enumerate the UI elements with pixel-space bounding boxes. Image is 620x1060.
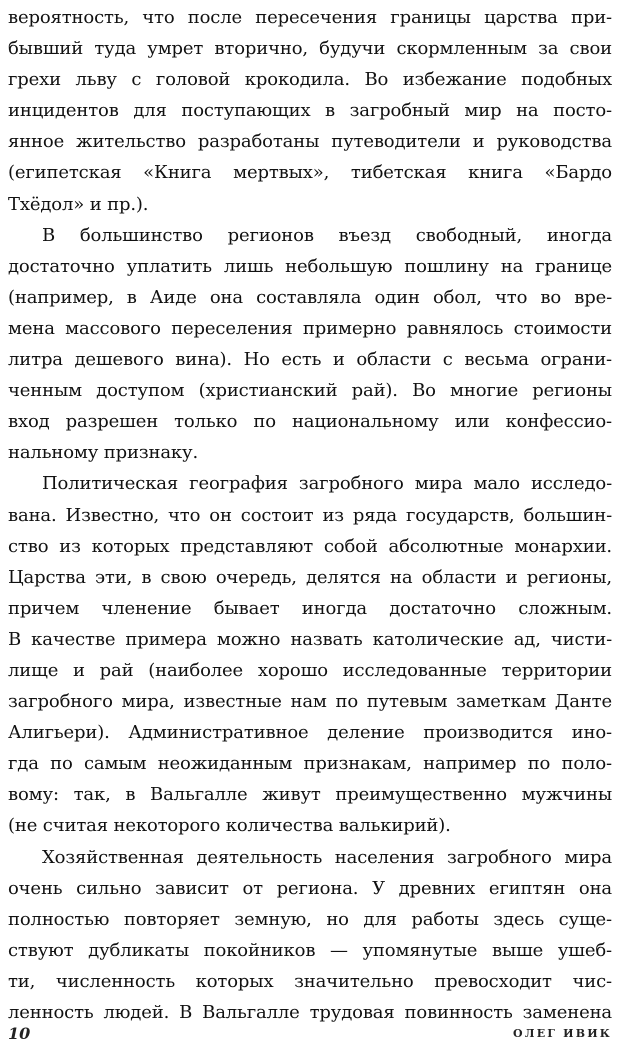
text-line: вому: так, в Вальгалле живут преимущественно мужчины [8, 784, 612, 806]
text-line: янное жительство разработаны путеводители и руководства [8, 131, 612, 153]
text-line: литра дешевого вина). Но есть и области с весьма ограни- [8, 349, 612, 371]
text-line: Политическая география загробного мира мало исследо- [42, 473, 612, 495]
text-line: ствуют дубликаты покойников — упомянутые выше ушеб- [8, 939, 612, 961]
text-line: В большинство регионов въезд свободный, иногда [42, 224, 612, 246]
running-head-author: ОЛЕГ ИВИК [512, 1027, 612, 1040]
text-line: лище и рай (наиболее хорошо исследованные территории [8, 659, 612, 681]
paragraph-2 [8, 220, 612, 469]
text-line: вана. Известно, что он состоит из ряда государств, большин- [8, 504, 612, 526]
text-line: ство из которых представляют собой абсолютные монархии. [8, 535, 612, 557]
text-line: ти, численность которых значительно превосходит чис- [8, 970, 612, 992]
text-line: нальному признаку. [8, 442, 199, 464]
text-line: инцидентов для поступающих в загробный мир на посто- [8, 100, 612, 122]
text-line: (египетская «Книга мертвых», тибетская книга «Бардо [8, 162, 612, 184]
text-line: гда по самым неожиданным признакам, например по поло- [8, 753, 612, 775]
text-line: грехи льву с головой крокодила. Во избежание подобных [8, 69, 612, 91]
text-line: Алигьери). Административное деление производится ино- [8, 722, 612, 744]
text-line: ленность людей. В Вальгалле трудовая повинность заменена [8, 1002, 612, 1023]
text-line: очень сильно зависит от региона. У древних египтян она [8, 877, 612, 899]
text-line: Тхёдол» и пр.). [8, 193, 149, 215]
text-line: достаточно уплатить лишь небольшую пошлину на границе [8, 255, 612, 277]
text-line: (не считая некоторого количества валькирий). [8, 815, 451, 837]
page-number: 10 [8, 1024, 31, 1043]
text-line: ченным доступом (христианский рай). Во многие регионы [8, 380, 612, 402]
page-body [8, 2, 612, 1058]
text-line: загробного мира, известные нам по путевым заметкам Данте [8, 691, 612, 713]
text-line: бывший туда умрет вторично, будучи скормленным за свои [8, 38, 612, 60]
page-footer [8, 1024, 612, 1048]
paragraph-3 [8, 468, 612, 841]
text-line: мена массового переселения примерно равнялось стоимости [8, 317, 612, 339]
text-line: полностью повторяет земную, но для работы здесь суще- [8, 908, 612, 930]
text-line: причем членение бывает иногда достаточно сложным. [8, 597, 612, 619]
text-line: Царства эти, в свою очередь, делятся на области и регионы, [8, 566, 612, 588]
text-line: (например, в Аиде она составляла один обол, что во вре- [8, 286, 612, 308]
paragraph-1 [8, 2, 612, 220]
text-line: вероятность, что после пересечения границы царства при- [8, 7, 612, 28]
text-line: Хозяйственная деятельность населения загробного мира [42, 846, 612, 868]
text-line: вход разрешен только по национальному или конфессио- [8, 411, 612, 433]
text-line: В качестве примера можно назвать католические ад, чисти- [8, 628, 612, 650]
paragraph-4 [8, 842, 612, 1029]
